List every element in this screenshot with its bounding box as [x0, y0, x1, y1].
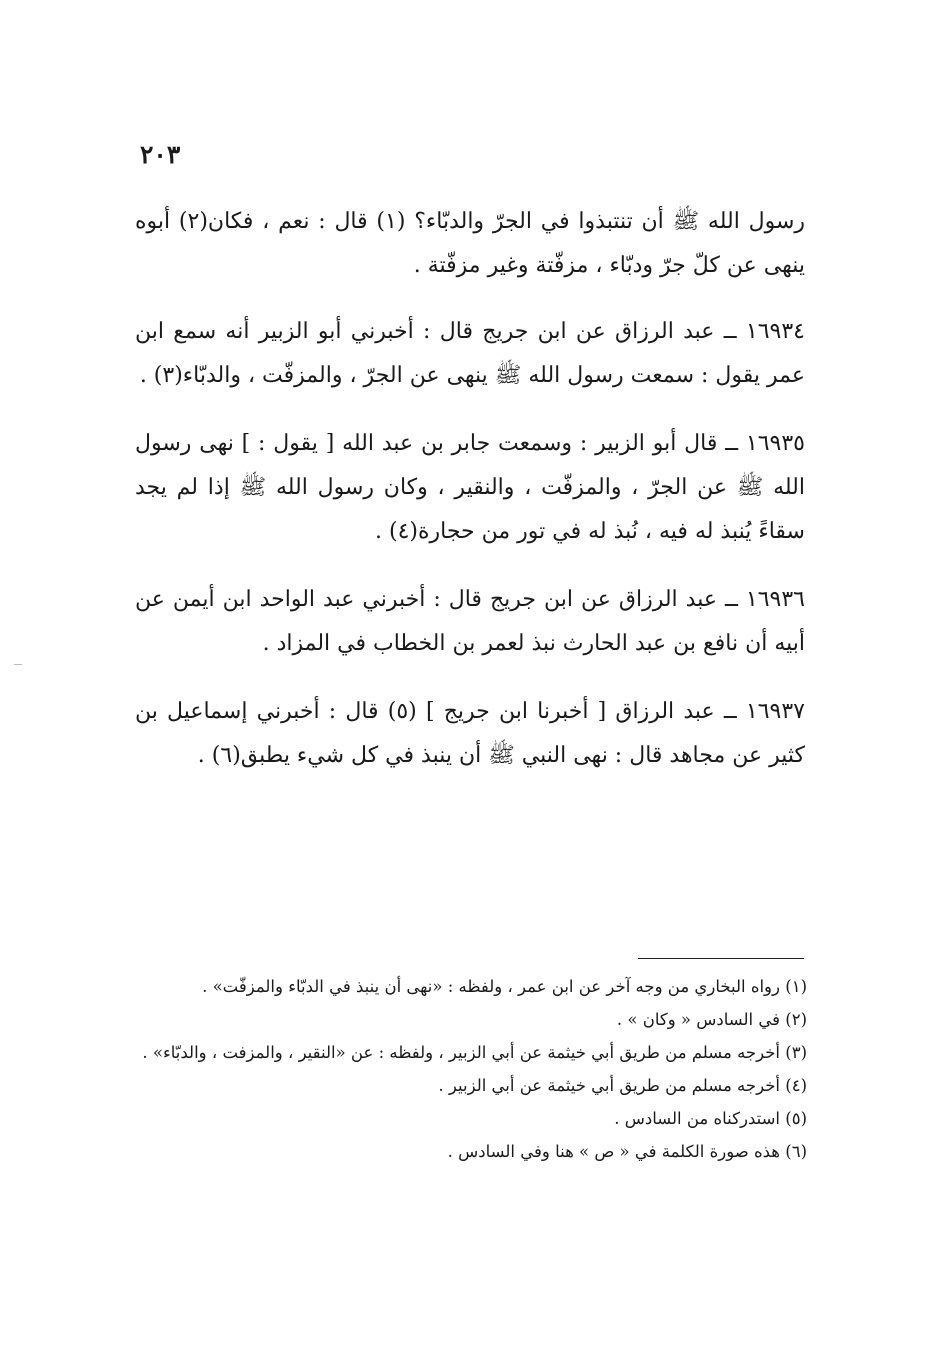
footnote-3: (٣) أخرجه مسلم من طريق أبي خيثمة عن أبي الزبير ، ولفظه : عن «النقير ، والمزفت ، والدبّاء» . [142, 1043, 807, 1062]
footnote-4: (٤) أخرجه مسلم من طريق أبي خيثمة عن أبي الزبير . [438, 1076, 807, 1095]
main-text [135, 200, 805, 802]
paragraph-16935: ١٦٩٣٥ ــ قال أبو الزبير : وسمعت جابر بن عبد الله [ يقول : ] نهى رسول الله ﷺ عن الجرّ ، والمزفّت ، والنقير ، وكان رسول الله ﷺ إذا لم يجد سقاءً يُنبذ له فيه ، نُبذ له في تور من حجارة(٤) . [135, 431, 805, 544]
footnote-2: (٢) في السادس « وكان » . [616, 1010, 807, 1029]
margin-mark [14, 664, 22, 665]
footnote-1: (١) رواه البخاري من وجه آخر عن ابن عمر ، ولفظه : «نهى أن ينبذ في الدبّاء والمزفّت» . [202, 977, 807, 996]
footnote-6: (٦) هذه صورة الكلمة في « ص » هنا وفي السادس . [447, 1142, 807, 1161]
paragraph-continuation: رسول الله ﷺ أن تنتبذوا في الجرّ والدبّاء؟ (١) قال : نعم ، فكان(٢) أبوه ينهى عن كلّ جرّ ودبّاء ، مزفّتة وغير مزفّتة . [135, 209, 806, 278]
page-number: ٢٠٣ [140, 140, 181, 169]
paragraph-16934: ١٦٩٣٤ ــ عبد الرزاق عن ابن جريج قال : أخبرني أبو الزبير أنه سمع ابن عمر يقول : سمعت رسول الله ﷺ ينهى عن الجرّ ، والمزفّت ، والدبّاء(٣) . [135, 319, 805, 388]
footnote-5: (٥) استدركناه من السادس . [614, 1109, 807, 1128]
paragraph-16937: ١٦٩٣٧ ــ عبد الرزاق [ أخبرنا ابن جريج ] (٥) قال : أخبرني إسماعيل بن كثير عن مجاهد قال : نهى النبي ﷺ أن ينبذ في كل شيء يطبق(٦) . [135, 699, 805, 768]
paragraph-16936: ١٦٩٣٦ ــ عبد الرزاق عن ابن جريج قال : أخبرني عبد الواحد ابن أيمن عن أبيه أن نافع بن عبد الحارث نبذ لعمر بن الخطاب في المزاد . [135, 587, 805, 656]
footnote-divider [638, 958, 804, 959]
footnotes [135, 972, 807, 1170]
